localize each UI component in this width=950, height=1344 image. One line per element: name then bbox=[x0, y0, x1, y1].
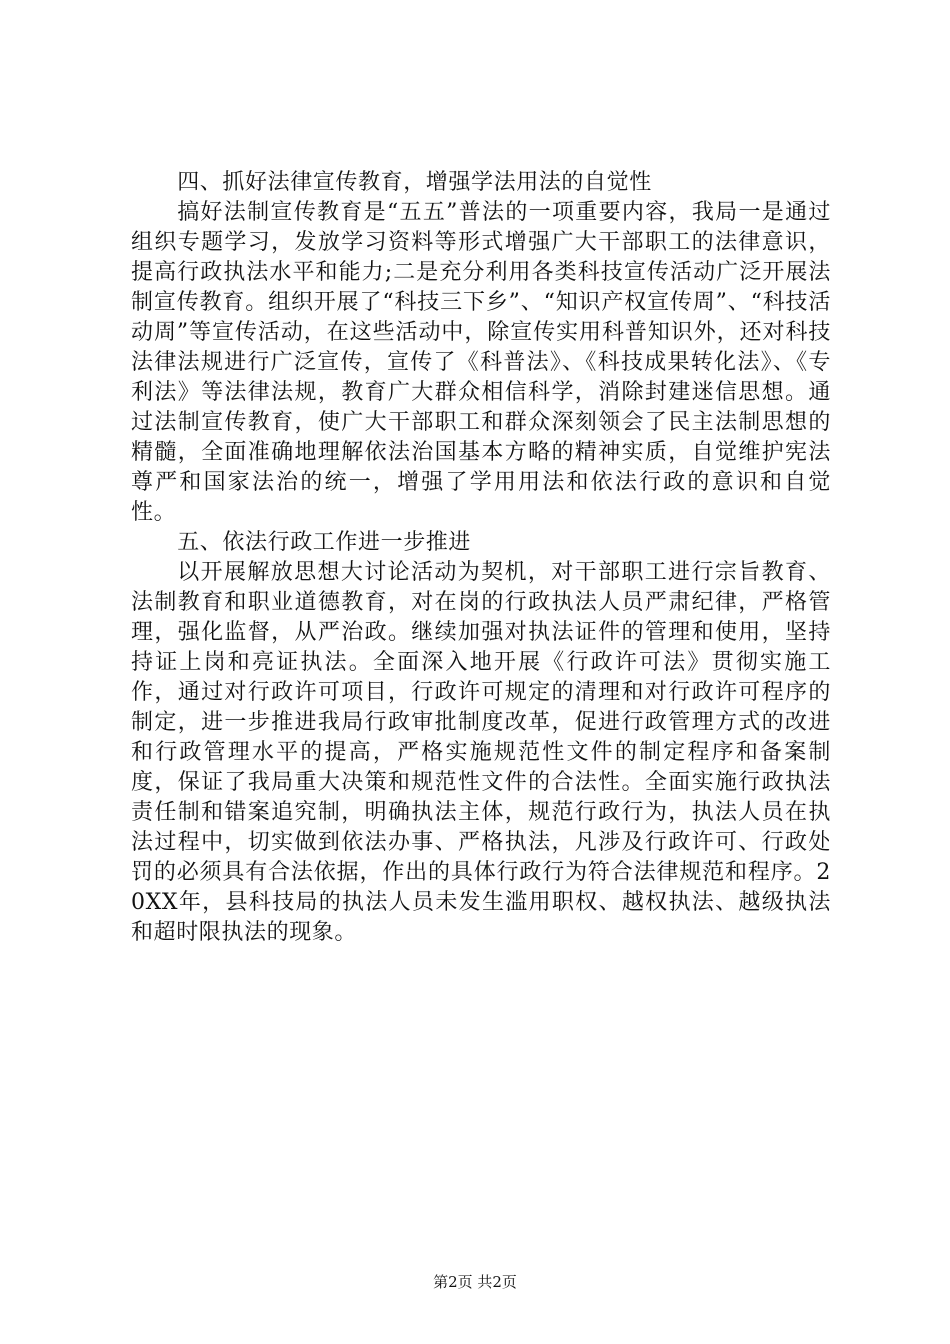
page-number-indicator: 第2页 共2页 bbox=[433, 1273, 517, 1291]
section-5-heading: 五、依法行政工作进一步推进 bbox=[177, 530, 471, 555]
page-footer bbox=[0, 1272, 950, 1292]
section-5-paragraph: 以开展解放思想大讨论活动为契机，对干部职工进行宗旨教育、法制教育和职业道德教育，对在岗的行政执法人员严肃纪律，严格管理，强化监督，从严治政。继续加强对执法证件的管理和使用，坚持持证上岗和亮证执法。全面深入地开展《行政许可法》贯彻实施工作，通过对行政许可项目，行政许可规定的清理和对行政许可程序的制定，进一步推进我局行政审批制度改革，促进行政管理方式的改进和行政管理水平的提高，严格实施规范性文件的制定程序和备案制度，保证了我局重大决策和规范性文件的合法性。全面实施行政执法责任制和错案追究制，明确执法主体，规范行政行为，执法人员在执法过程中，切实做到依法办事、严格执法，凡涉及行政许可、行政处罚的必须具有合法依据，作出的具体行政行为符合法律规范和程序。20XX年，县科技局的执法人员未发生滥用职权、越权执法、越级执法和超时限执法的现象。 bbox=[131, 560, 831, 945]
document-body bbox=[131, 168, 831, 948]
section-4-heading: 四、抓好法律宣传教育，增强学法用法的自觉性 bbox=[177, 170, 652, 195]
section-4-paragraph: 搞好法制宣传教育是“五五”普法的一项重要内容，我局一是通过组织专题学习，发放学习资料等形式增强广大干部职工的法律意识，提高行政执法水平和能力;二是充分利用各类科技宣传活动广泛开展法制宣传教育。组织开展了“科技三下乡”、“知识产权宣传周”、“科技活动周”等宣传活动，在这些活动中，除宣传实用科普知识外，还对科技法律法规进行广泛宣传，宣传了《科普法》、《科技成果转化法》、《专利法》等法律法规，教育广大群众相信科学，消除封建迷信思想。通过法制宣传教育，使广大干部职工和群众深刻领会了民主法制思想的精髓，全面准确地理解依法治国基本方略的精神实质，自觉维护宪法尊严和国家法治的统一，增强了学用用法和依法行政的意识和自觉性。 bbox=[131, 200, 831, 525]
